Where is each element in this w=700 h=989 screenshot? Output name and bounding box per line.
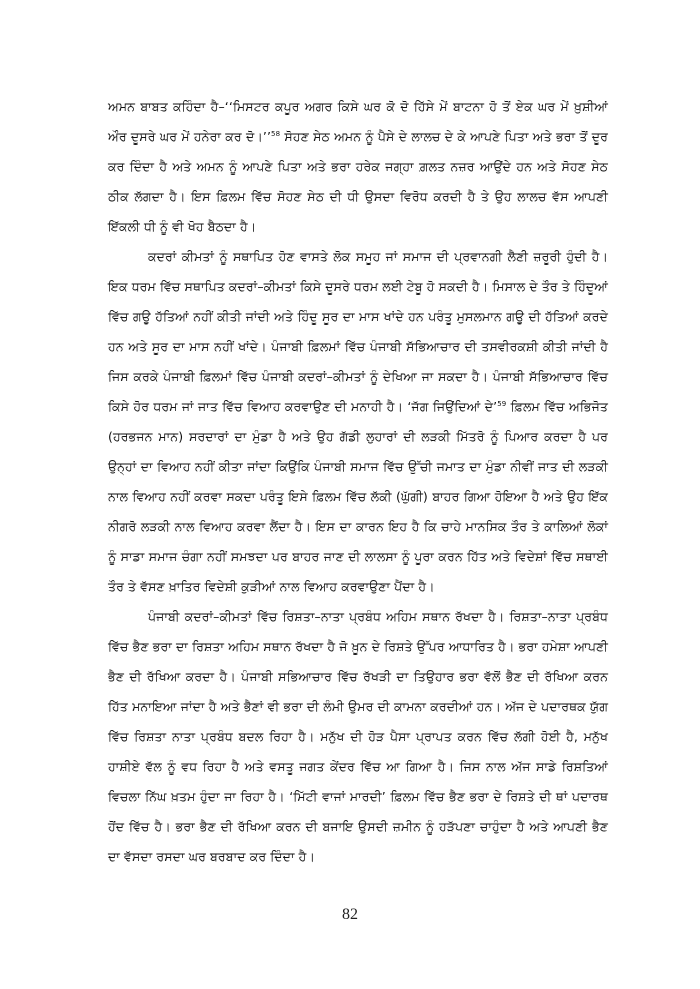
paragraph-1 (108, 92, 608, 242)
paragraph-3-text: ਪੰਜਾਬੀ ਕਦਰਾਂ–ਕੀਮਤਾਂ ਵਿੱਚ ਰਿਸ਼ਤਾ–ਨਾਤਾ ਪ੍ਰਬੰਧ ਅਹਿਮ ਸਥਾਨ ਰੱਖਦਾ ਹੈ। ਰਿਸ਼ਤਾ–ਨਾਤਾ ਪ੍ਰਬੰਧ ਵਿੱਚ ਭੈਣ ਭਰਾ ਦਾ ਰਿਸ਼ਤਾ ਅਹਿਮ ਸਥਾਨ ਰੱਖਦਾ ਹੈ ਜੋ ਖ਼ੂਨ ਦੇ ਰਿਸ਼ਤੇ ਉੱਪਰ ਆਧਾਰਿਤ ਹੈ। ਭਰਾ ਹਮੇਸ਼ਾ ਆਪਣੀ ਭੈਣ ਦੀ ਰੱਖਿਆ ਕਰਦਾ ਹੈ। ਪੰਜਾਬੀ ਸਭਿਆਚਾਰ ਵਿੱਚ ਰੱਖੜੀ ਦਾ ਤਿਉਹਾਰ ਭਰਾ ਵੱਲੋਂ ਭੈਣ ਦੀ ਰੱਖਿਆ ਕਰਨ ਹਿੱਤ ਮਨਾਇਆ ਜਾਂਦਾ ਹੈ ਅਤੇ ਭੈਣਾਂ ਵੀ ਭਰਾ ਦੀ ਲੰਮੀ ਉਮਰ ਦੀ ਕਾਮਨਾ ਕਰਦੀਆਂ ਹਨ। ਅੱਜ ਦੇ ਪਦਾਰਥਕ ਯੁੱਗ ਵਿੱਚ ਰਿਸ਼ਤਾ ਨਾਤਾ ਪ੍ਰਬੰਧ ਬਦਲ ਰਿਹਾ ਹੈ। ਮਨੁੱਖ ਦੀ ਹੋੜ ਪੈਸਾ ਪ੍ਰਾਪਤ ਕਰਨ ਵਿੱਚ ਲੱਗੀ ਹੋਈ ਹੈ, ਮਨੁੱਖ ਹਾਸ਼ੀਏ ਵੱਲ ਨੂੰ ਵਧ ਰਿਹਾ ਹੈ ਅਤੇ ਵਸਤੂ ਜਗਤ ਕੇਂਦਰ ਵਿੱਚ ਆ ਗਿਆ ਹੈ। ਜਿਸ ਨਾਲ ਅੱਜ ਸਾਡੇ ਰਿਸ਼ਤਿਆਂ ਵਿਚਲਾ ਨਿੱਘ ਖ਼ਤਮ ਹੁੰਦਾ ਜਾ ਰਿਹਾ ਹੈ। ‘ਮਿੱਟੀ ਵਾਜਾਂ ਮਾਰਦੀ’ ਫ਼ਿਲਮ ਵਿੱਚ ਭੈਣ ਭਰਾ ਦੇ ਰਿਸ਼ਤੇ ਦੀ ਥਾਂ ਪਦਾਰਥ ਹੋਂਦ ਵਿੱਚ ਹੈ। ਭਰਾ ਭੈਣ ਦੀ ਰੱਖਿਆ ਕਰਨ ਦੀ ਬਜਾਇ ਉਸਦੀ ਜ਼ਮੀਨ ਨੂੰ ਹੜੱਪਣਾ ਚਾਹੁੰਦਾ ਹੈ ਅਤੇ ਆਪਣੀ ਭੈਣ ਦਾ ਵੱਸਦਾ ਰਸਦਾ ਘਰ ਬਰਬਾਦ ਕਰ ਦਿੰਦਾ ਹੈ। (108, 609, 608, 864)
page-number: 82 (342, 906, 358, 923)
paragraph-3 (108, 602, 608, 872)
footnote-ref-58: 58 (271, 130, 281, 138)
footnote-ref-59: 59 (497, 400, 507, 408)
paragraph-2 (108, 242, 608, 602)
paragraph-2-text-a: ਕਦਰਾਂ ਕੀਮਤਾਂ ਨੂੰ ਸਥਾਪਿਤ ਹੋਣ ਵਾਸਤੇ ਲੋਕ ਸਮੂਹ ਜਾਂ ਸਮਾਜ ਦੀ ਪ੍ਰਵਾਨਗੀ ਲੈਣੀ ਜ਼ਰੂਰੀ ਹੁੰਦੀ ਹੈ। ਇਕ ਧਰਮ ਵਿੱਚ ਸਥਾਪਿਤ ਕਦਰਾਂ–ਕੀਮਤਾਂ ਕਿਸੇ ਦੂਸਰੇ ਧਰਮ ਲਈ ਟੇਬੂ ਹੋ ਸਕਦੀ ਹੈ। ਮਿਸਾਲ ਦੇ ਤੌਰ ਤੇ ਹਿੰਦੂਆਂ ਵਿੱਚ ਗਊ ਹੱਤਿਆਂ ਨਹੀਂ ਕੀਤੀ ਜਾਂਦੀ ਅਤੇ ਹਿੰਦੂ ਸੂਰ ਦਾ ਮਾਸ ਖਾਂਦੇ ਹਨ ਪਰੰਤੂ ਮੁਸਲਮਾਨ ਗਊ ਦੀ ਹੱਤਿਆਂ ਕਰਦੇ ਹਨ ਅਤੇ ਸੂਰ ਦਾ ਮਾਸ ਨਹੀਂ ਖਾਂਦੇ। ਪੰਜਾਬੀ ਫ਼ਿਲਮਾਂ ਵਿੱਚ ਪੰਜਾਬੀ ਸੱਭਿਆਚਾਰ ਦੀ ਤਸਵੀਰਕਸ਼ੀ ਕੀਤੀ ਜਾਂਦੀ ਹੈ ਜਿਸ ਕਰਕੇ ਪੰਜਾਬੀ ਫ਼ਿਲਮਾਂ ਵਿੱਚ ਪੰਜਾਬੀ ਕਦਰਾਂ–ਕੀਮਤਾਂ ਨੂੰ ਦੇਖਿਆ ਜਾ ਸਕਦਾ ਹੈ। ਪੰਜਾਬੀ ਸੱਭਿਆਚਾਰ ਵਿੱਚ ਕਿਸੇ ਹੋਰ ਧਰਮ ਜਾਂ ਜਾਤ ਵਿੱਚ ਵਿਆਹ ਕਰਵਾਉਣ ਦੀ ਮਨਾਹੀ ਹੈ। ‘ਜੱਗ ਜਿਉਂਦਿਆਂ ਦੇ’ (108, 249, 608, 414)
page-body (108, 92, 608, 872)
paragraph-2-text-b: ਫ਼ਿਲਮ ਵਿੱਚ ਅਭਿਜੋਤ (ਹਰਭਜਨ ਮਾਨ) ਸਰਦਾਰਾਂ ਦਾ ਮੁੰਡਾ ਹੈ ਅਤੇ ਉਹ ਗੱਡੀ ਲੁਹਾਰਾਂ ਦੀ ਲੜਕੀ ਮਿੱਤਰੋ ਨੂੰ ਪਿਆਰ ਕਰਦਾ ਹੈ ਪਰ ਉਨ੍ਹਾਂ ਦਾ ਵਿਆਹ ਨਹੀਂ ਕੀਤਾ ਜਾਂਦਾ ਕਿਉਂਕਿ ਪੰਜਾਬੀ ਸਮਾਜ ਵਿੱਚ ਉੱਚੀ ਜਮਾਤ ਦਾ ਮੁੰਡਾ ਨੀਵੀਂ ਜਾਤ ਦੀ ਲੜਕੀ ਨਾਲ ਵਿਆਹ ਨਹੀਂ ਕਰਵਾ ਸਕਦਾ ਪਰੰਤੂ ਇਸੇ ਫ਼ਿਲਮ ਵਿੱਚ ਲੱਕੀ (ਘੁੱਗੀ) ਬਾਹਰ ਗਿਆ ਹੋਇਆ ਹੈ ਅਤੇ ਉਹ ਇੱਕ ਨੀਗਰੋ ਲੜਕੀ ਨਾਲ ਵਿਆਹ ਕਰਵਾ ਲੈਂਦਾ ਹੈ। ਇਸ ਦਾ ਕਾਰਨ ਇਹ ਹੈ ਕਿ ਚਾਹੇ ਮਾਨਸਿਕ ਤੌਰ ਤੇ ਕਾਲਿਆਂ ਲੋਕਾਂ ਨੂੰ ਸਾਡਾ ਸਮਾਜ ਚੰਗਾ ਨਹੀਂ ਸਮਝਦਾ ਪਰ ਬਾਹਰ ਜਾਣ ਦੀ ਲਾਲਸਾ ਨੂੰ ਪੂਰਾ ਕਰਨ ਹਿੱਤ ਅਤੇ ਵਿਦੇਸ਼ਾਂ ਵਿੱਚ ਸਥਾਈ ਤੌਰ ਤੇ ਵੱਸਣ ਖ਼ਾਤਿਰ ਵਿਦੇਸ਼ੀ ਕੁੜੀਆਂ ਨਾਲ ਵਿਆਹ ਕਰਵਾਉਣਾ ਪੈਂਦਾ ਹੈ। (108, 399, 608, 594)
paragraph-1-text-b: ਸੋਹਣ ਸੇਠ ਅਮਨ ਨੂੰ ਪੈਸੇ ਦੇ ਲਾਲਚ ਦੇ ਕੇ ਆਪਣੇ ਪਿਤਾ ਅਤੇ ਭਰਾ ਤੋਂ ਦੂਰ ਕਰ ਦਿੰਦਾ ਹੈ ਅਤੇ ਅਮਨ ਨੂੰ ਆਪਣੇ ਪਿਤਾ ਅਤੇ ਭਰਾ ਹਰੇਕ ਜਗ੍ਹਾ ਗ਼ਲਤ ਨਜ਼ਰ ਆਉਂਦੇ ਹਨ ਅਤੇ ਸੋਹਣ ਸੇਠ ਠੀਕ ਲੱਗਦਾ ਹੈ। ਇਸ ਫ਼ਿਲਮ ਵਿੱਚ ਸੋਹਣ ਸੇਠ ਦੀ ਧੀ ਉਸਦਾ ਵਿਰੋਧ ਕਰਦੀ ਹੈ ਤੇ ਉਹ ਲਾਲਚ ਵੱਸ ਆਪਣੀ ਇੱਕਲੀ ਧੀ ਨੂੰ ਵੀ ਖੋਹ ਬੈਠਦਾ ਹੈ। (108, 129, 608, 234)
paragraph-1-text-a: ਅਮਨ ਬਾਬਤ ਕਹਿੰਦਾ ਹੈ–‘‘ਮਿਸਟਰ ਕਪੂਰ ਅਗਰ ਕਿਸੇ ਘਰ ਕੋ ਦੋ ਹਿੱਸੇ ਮੇਂ ਬਾਟਨਾ ਹੋ ਤੋਂ ਏਕ ਘਰ ਮੇਂ ਖ਼ੁਸ਼ੀਆਂ ਔਰ ਦੂਸਰੇ ਘਰ ਮੇਂ ਹਨੇਰਾ ਕਰ ਦੋ।’’ (108, 99, 608, 144)
